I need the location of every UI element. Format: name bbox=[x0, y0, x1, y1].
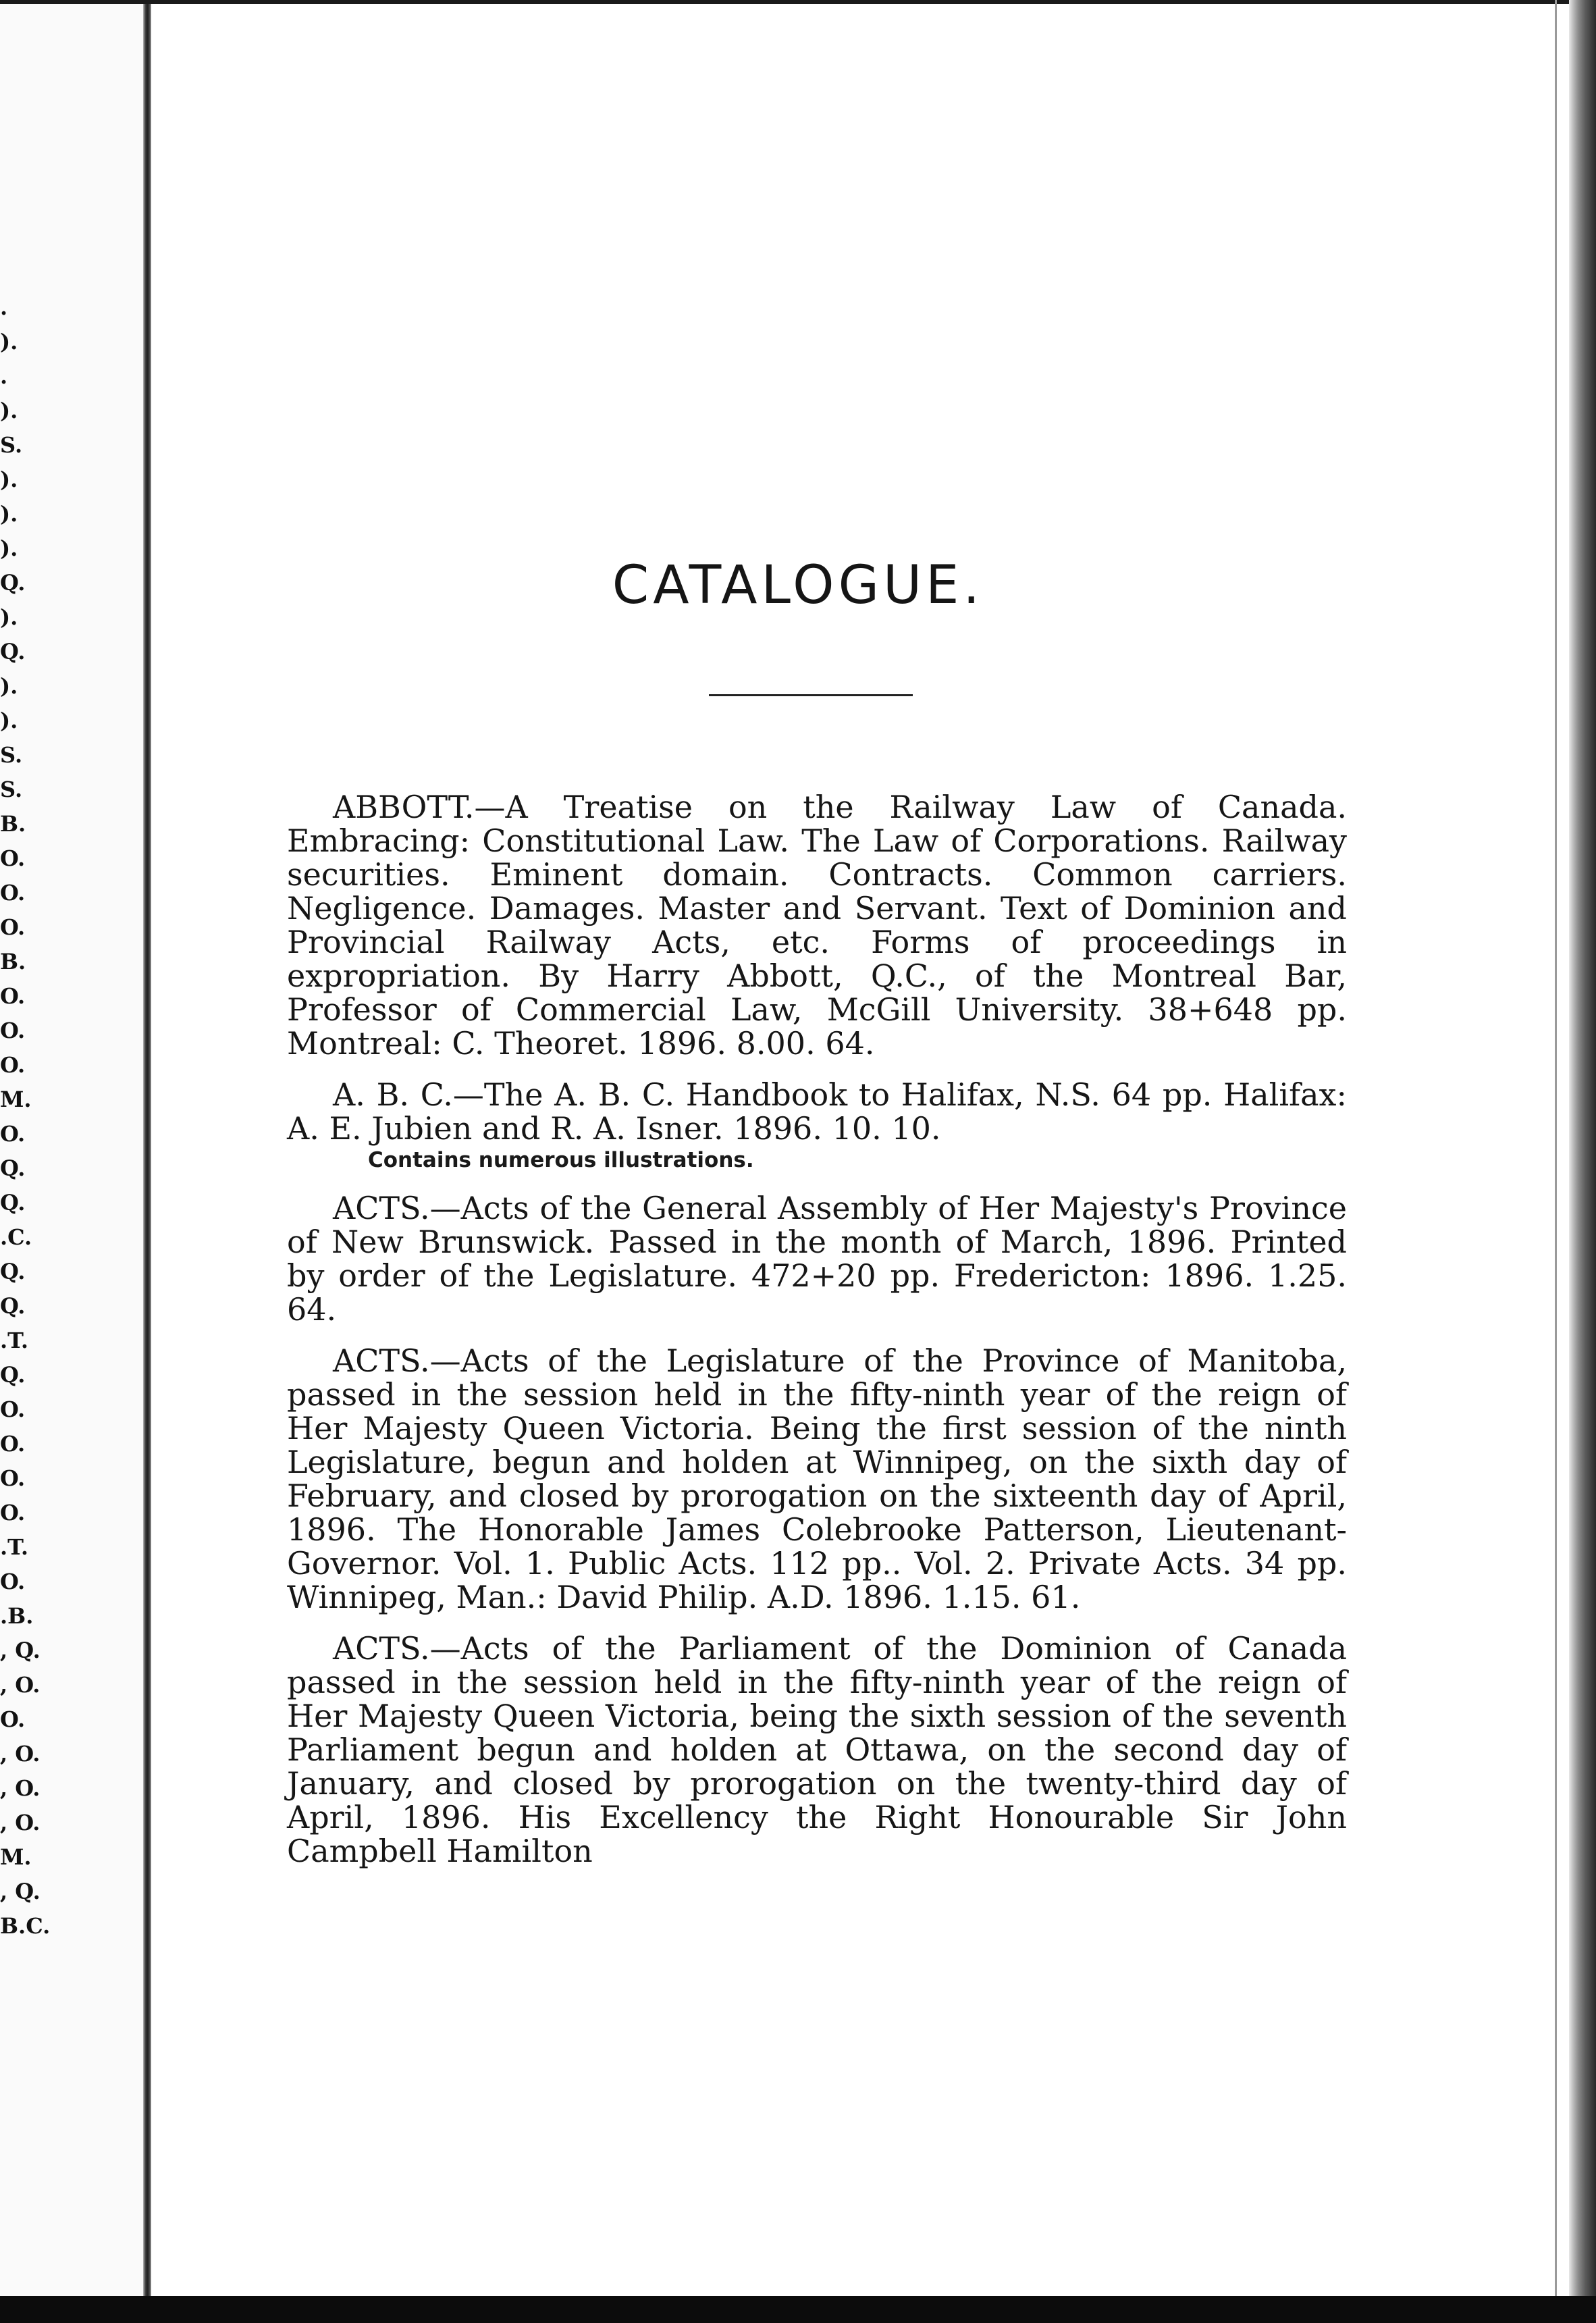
facing-page-fragment: ). bbox=[0, 329, 18, 355]
facing-page-fragment: O. bbox=[0, 1018, 26, 1043]
facing-page-fragment: ). bbox=[0, 398, 18, 423]
facing-page-fragment: O. bbox=[0, 1121, 26, 1147]
facing-page-fragment: Q. bbox=[0, 1190, 26, 1216]
scan-right-edge bbox=[1569, 0, 1596, 2296]
facing-page-fragment: Q. bbox=[0, 639, 26, 664]
facing-page-fragment: M. bbox=[0, 1087, 32, 1112]
facing-page-fragment: B. bbox=[0, 949, 26, 974]
catalogue-entries bbox=[287, 790, 1347, 1885]
facing-page-fragment: O. bbox=[0, 1397, 26, 1422]
facing-page-fragment: M. bbox=[0, 1844, 32, 1870]
facing-page-fragment: O. bbox=[0, 983, 26, 1009]
facing-page-fragment: , O. bbox=[0, 1810, 41, 1835]
facing-page-fragment: .C. bbox=[0, 1224, 32, 1250]
facing-page-fragment: , Q. bbox=[0, 1879, 41, 1904]
scan-bottom-edge bbox=[0, 2296, 1596, 2323]
facing-page-fragment: O. bbox=[0, 1569, 26, 1594]
facing-page-fragment: O. bbox=[0, 1500, 26, 1525]
facing-page-fragment: Q. bbox=[0, 1362, 26, 1388]
facing-page-letter-column bbox=[0, 290, 54, 1943]
facing-page-fragment: , O. bbox=[0, 1672, 41, 1698]
facing-page-fragment: O. bbox=[0, 1431, 26, 1457]
facing-page-fragment: ). bbox=[0, 536, 18, 561]
facing-page-fragment: O. bbox=[0, 914, 26, 940]
facing-page-fragment: ). bbox=[0, 673, 18, 699]
facing-page-fragment: O. bbox=[0, 845, 26, 871]
catalogue-entry-acts-new-brunswick: ACTS.—Acts of the General Assembly of Her Majesty's Province of New Brunswick. Passed in the month of March, 1896. Printed by order of the Legislature. 472+20 pp. Fredericton: 1896. 1.25. 64. bbox=[287, 1190, 1347, 1328]
facing-page-fragment: O. bbox=[0, 1706, 26, 1732]
facing-page-fragment: .B. bbox=[0, 1603, 34, 1629]
facing-page-fragment: , Q. bbox=[0, 1638, 41, 1663]
catalogue-entry-acts-manitoba: ACTS.—Acts of the Legislature of the Province of Manitoba, passed in the session held in the fifty-ninth year of the reign of Her Majesty Queen Victoria. Being the first session of the ninth Legislature, begun and holden at Winnipeg, on the sixth day of February, and closed by prorogation on the sixteenth day of April, 1896. The Honorable James Colebrooke Patterson, Lieutenant-Governor. Vol. 1. Public Acts. 112 pp.. Vol. 2. Private Acts. 34 pp. Winnipeg, Man.: David Philip. A.D. 1896. 1.15. 61. bbox=[287, 1342, 1347, 1615]
page-title: CATALOGUE. bbox=[612, 555, 984, 617]
catalogue-entry-abbott: ABBOTT.—A Treatise on the Railway Law of Canada. Embracing: Constitutional Law. The Law of Corporations. Railway securities. Eminent domain. Contracts. Common carriers. Negligence. Damages. Master and Servant. Text of Dominion and Provincial Railway Acts, etc. Forms of proceedings in expropriation. By Harry Abbott, Q.C., of the Montreal Bar, Professor of Commercial Law, McGill University. 38+648 pp. Montreal: C. Theoret. 1896. 8.00. 64. bbox=[287, 789, 1347, 1062]
facing-page-fragment: Q. bbox=[0, 1155, 26, 1181]
title-rule bbox=[709, 694, 913, 696]
facing-page-fragment: ). bbox=[0, 604, 18, 630]
facing-page-fragment: ). bbox=[0, 708, 18, 733]
facing-page-fragment: S. bbox=[0, 742, 23, 768]
facing-page-fragment: .T. bbox=[0, 1328, 28, 1353]
facing-page-fragment: ). bbox=[0, 501, 18, 527]
facing-page-fragment: Q. bbox=[0, 1259, 26, 1284]
facing-page-fragment: .T. bbox=[0, 1534, 28, 1560]
catalogue-entry-note: Contains numerous illustrations. bbox=[368, 1148, 754, 1172]
facing-page-edge bbox=[0, 0, 143, 2296]
catalogue-entry-abc: A. B. C.—The A. B. C. Handbook to Halifax, N.S. 64 pp. Halifax: A. E. Jubien and R. A. Isner. 1896. 10. 10. bbox=[287, 1076, 1347, 1147]
book-gutter bbox=[143, 0, 151, 2296]
facing-page-fragment: , O. bbox=[0, 1775, 41, 1801]
facing-page-fragment: B.C. bbox=[0, 1913, 51, 1939]
catalogue-entry-acts-dominion: ACTS.—Acts of the Parliament of the Dominion of Canada passed in the session held in the fifty-ninth year of the reign of Her Majesty Queen Victoria, being the sixth session of the seventh Parliament begun and holden at Ottawa, on the second day of January, and closed by prorogation on the twenty-third day of April, 1896. His Excellency the Right Honourable Sir John Campbell Hamilton bbox=[287, 1630, 1347, 1869]
facing-page-fragment: , O. bbox=[0, 1741, 41, 1767]
facing-page-fragment: O. bbox=[0, 880, 26, 906]
facing-page-fragment: O. bbox=[0, 1052, 26, 1078]
facing-page-fragment: Q. bbox=[0, 570, 26, 596]
facing-page-fragment: . bbox=[0, 294, 8, 320]
scan-top-edge bbox=[0, 0, 1596, 4]
page-edge-line bbox=[1555, 0, 1557, 2296]
facing-page-fragment: ). bbox=[0, 467, 18, 492]
facing-page-fragment: O. bbox=[0, 1465, 26, 1491]
facing-page-fragment: S. bbox=[0, 432, 23, 458]
facing-page-fragment: . bbox=[0, 363, 8, 389]
facing-page-fragment: S. bbox=[0, 777, 23, 802]
facing-page-fragment: Q. bbox=[0, 1293, 26, 1319]
facing-page-fragment: B. bbox=[0, 811, 26, 837]
